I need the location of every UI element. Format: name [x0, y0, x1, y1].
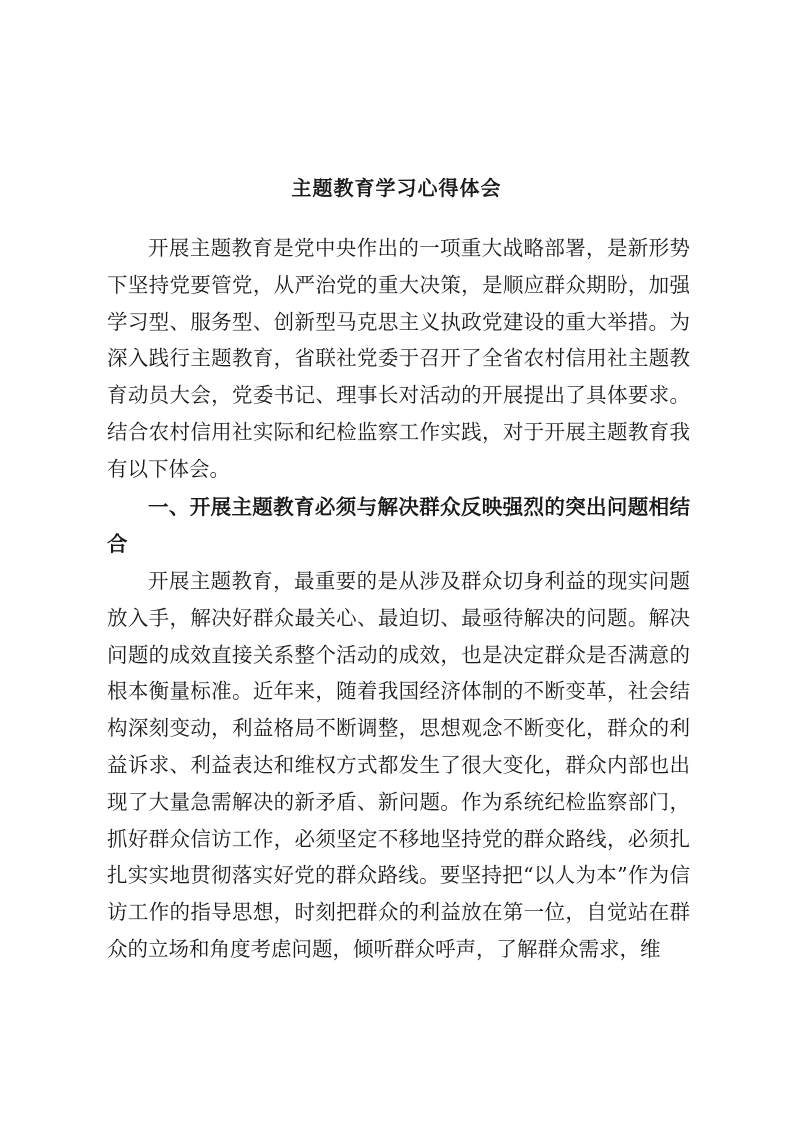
section-heading: 一、开展主题教育必须与解决群众反映强烈的突出问题相结合 — [107, 495, 690, 556]
section-paragraph: 开展主题教育，最重要的是从涉及群众切身利益的现实问题放入手，解决好群众最关心、最迫切、最亟待解决的问题。解决问题的成效直接关系整个活动的成效，也是决定群众是否满意的根本衡量标准。近年来，随着我国经济体制的不断变革，社会结构深刻变动，利益格局不断调整，思想观念不断变化，群众的利益诉求、利益表达和维权方式都发生了很大变化，群众内部也出现了大量急需解决的新矛盾、新问题。作为系统纪检监察部门，抓好群众信访工作，必须坚定不移地坚持党的群众路线，必须扎扎实实地贯彻落实好党的群众路线。要坚持把“以人为本”作为信访工作的指导思想，时刻把群众的利益放在第一位，自觉站在群众的立场和角度考虑问题，倾听群众呼声，了解群众需求，维 — [107, 569, 690, 961]
intro-paragraph: 开展主题教育是党中央作出的一项重大战略部署，是新形势下坚持党要管党，从严治党的重大决策，是顺应群众期盼，加强学习型、服务型、创新型马克思主义执政党建设的重大举措。为深入践行主题教育，省联社党委于召开了全省农村信用社主题教育动员大会，党委书记、理事长对活动的开展提出了具体要求。结合农村信用社实际和纪检监察工作实践，对于开展主题教育我有以下体会。 — [107, 236, 690, 481]
document-title: 主题教育学习心得体会 — [291, 176, 502, 200]
